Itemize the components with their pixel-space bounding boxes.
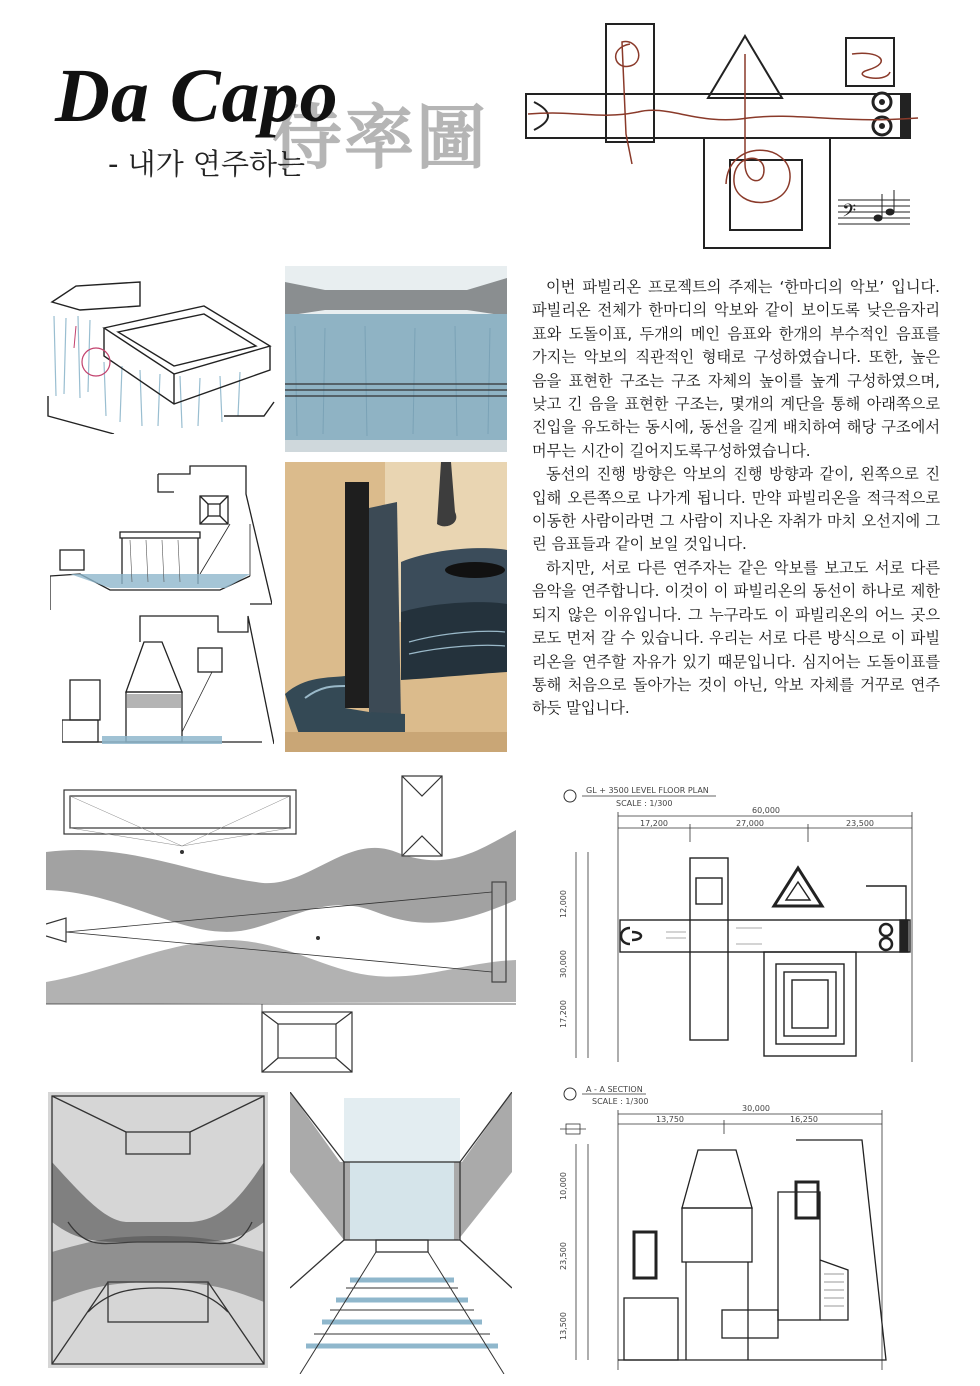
floor-plan-dim-1: 17,200	[640, 819, 668, 828]
description-text	[532, 276, 940, 721]
floor-plan-title: GL + 3500 LEVEL FLOOR PLAN	[586, 786, 709, 795]
interior-perspective-blue	[285, 266, 507, 452]
floor-plan-vdim-1: 12,000	[559, 890, 568, 918]
pencil-interior-sketch-1	[48, 1092, 268, 1368]
interior-color-drawing	[285, 462, 507, 752]
section-sketch-1	[50, 464, 272, 610]
floor-plan-dim-2: 27,000	[736, 819, 764, 828]
section-drawing	[556, 1084, 956, 1374]
section-vdim-3: 13,500	[559, 1312, 568, 1340]
axonometric-sketch	[44, 266, 276, 434]
svg-text:𝄢: 𝄢	[842, 201, 857, 226]
concept-diagram	[518, 14, 958, 254]
floor-plan-scale: SCALE : 1/300	[616, 799, 673, 808]
floor-plan-vdim-3: 17,200	[559, 1000, 568, 1028]
section-sketch-2	[62, 612, 274, 754]
pencil-plan-sketch	[46, 772, 516, 1082]
paragraph-1: 이번 파빌리온 프로젝트의 주제는 ‘한마디의 악보’ 입니다. 파빌리온 전체가 한마디의 악보와 같이 보이도록 낮은음자리표와 도돌이표, 두개의 메인 음표와 한개의 부수적인 음표를 가지는 악보의 직관적인 형태로 구성하였습니다. 또한, 높은 음을 표현한 구조는 구조 자체의 높이를 높게 구성하였으며, 낮고 긴 음을 표현한 구조는, 몇개의 계단을 통해 아래쪽으로 진입을 유도하는 동시에, 동선을 길게 배치하여 해당 구조에서 머무는 시간이 길어지도록구성하였습니다.	[532, 278, 940, 460]
section-vdim-2: 23,500	[559, 1242, 568, 1270]
floor-plan-dim-total: 60,000	[752, 806, 780, 815]
paragraph-3: 하지만, 서로 다른 연주자는 같은 악보를 보고도 서로 다른 음악을 연주합니다. 이것이 이 파빌리온의 동선이 하나로 제한되지 않은 이유입니다. 그 누구라도 이 파빌리온의 어느 곳으로도 먼저 갈 수 있습니다. 우리는 서로 다른 방식으로 이 파빌리온을 연주할 자유가 있기 때문입니다. 심지어는 도돌이표를 통해 처음으로 돌아가는 것이 아닌, 악보 자체를 거꾸로 연주하듯 말입니다.	[532, 558, 940, 718]
section-scale: SCALE : 1/300	[592, 1097, 649, 1106]
section-dim-1: 13,750	[656, 1115, 684, 1124]
page-title: Da Capo	[55, 54, 339, 138]
floor-plan-drawing	[556, 782, 956, 1068]
section-title: A - A SECTION	[586, 1085, 643, 1094]
hanja-overlay: 侍率圖	[272, 97, 488, 179]
section-vdim-1: 10,000	[559, 1172, 568, 1200]
paragraph-2: 동선의 진행 방향은 악보의 진행 방향과 같이, 왼쪽으로 진입해 오른쪽으로 나가게 됩니다. 만약 파빌리온을 적극적으로 이동한 사람이라면 그 사람이 지나온 자취가 마치 오선지에 그린 음표들과 같이 보일 것입니다.	[532, 465, 940, 554]
floor-plan-vdim-2: 30,000	[559, 950, 568, 978]
section-dim-2: 16,250	[790, 1115, 818, 1124]
page-subtitle: - 내가 연주하는	[108, 147, 305, 181]
floor-plan-dim-3: 23,500	[846, 819, 874, 828]
pencil-interior-sketch-2	[290, 1092, 512, 1374]
section-dim-total: 30,000	[742, 1104, 770, 1113]
